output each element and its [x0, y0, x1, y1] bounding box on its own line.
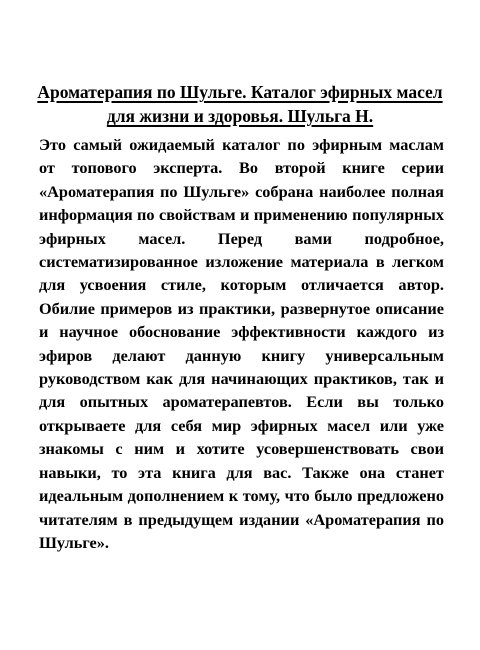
document-description: Это самый ожидаемый каталог по эфирным маслам от топового эксперта. Во второй книге серии «Ароматерапия по Шульге» собрана наиболее полная информация по свойствам и применению популярных эфирных масел. Перед вами подробное, систематизированное изложение материала в легком для усвоения стиле, которым отличается автор. Обилие примеров из практики, развернутое описание и научное обоснование эффективности каждого из эфиров делают данную книгу универсальным руководством как для начинающих практиков, так и для опытных ароматерапевтов. Если вы только открываете для себя мир эфирных масел или уже знакомы с ним и хотите усовершенствовать свои навыки, то эта книга для вас. Также она станет идеальным дополнением к тому, что было предложено читателям в предыдущем издании «Ароматерапия по Шульге». [39, 135, 444, 552]
document-title: Ароматерапия по Шульге. Каталог эфирных масел для жизни и здоровья. Шульга Н. [37, 82, 443, 126]
